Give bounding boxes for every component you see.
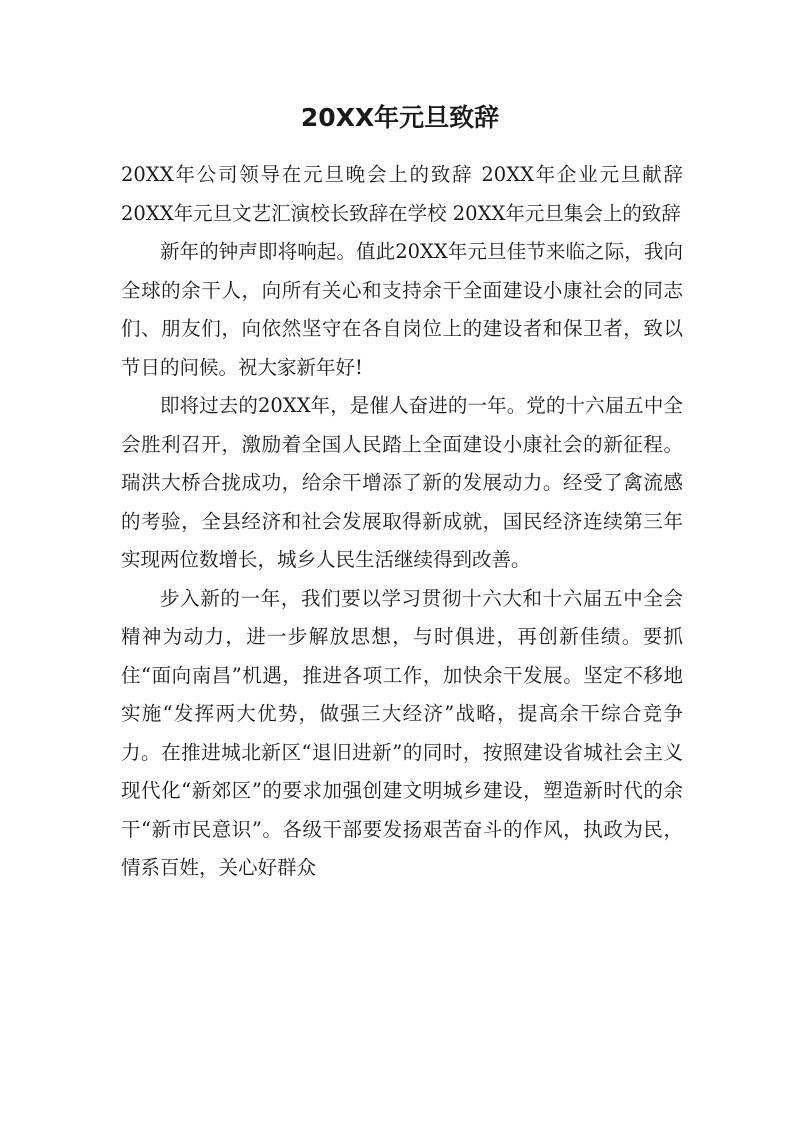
paragraph-greeting: 新年的钟声即将响起。值此20XX年元旦佳节来临之际，我向全球的余干人，向所有关心和支持余干全面建设小康社会的同志们、朋友们，向依然坚守在各自岗位上的建设者和保卫者，致以节日的问候。祝大家新年好! <box>121 240 683 379</box>
intro-paragraph: 20XX年公司领导在元旦晚会上的致辞 20XX年企业元旦献辞 20XX年元旦文艺汇演校长致辞在学校 20XX年元旦集会上的致辞 <box>121 163 683 225</box>
document-title: 20XX年元旦致辞 <box>300 103 500 132</box>
paragraph-review: 即将过去的20XX年，是催人奋进的一年。党的十六届五中全会胜利召开，激励着全国人民踏上全面建设小康社会的新征程。瑞洪大桥合拢成功，给余干增添了新的发展动力。经受了禽流感的考验，全县经济和社会发展取得新成就，国民经济连续第三年实现两位数增长，城乡人民生活继续得到改善。 <box>121 394 683 571</box>
paragraph-outlook: 步入新的一年，我们要以学习贯彻十六大和十六届五中全会精神为动力，进一步解放思想，与时俱进，再创新佳绩。要抓住“面向南昌”机遇，推进各项工作，加快余干发展。坚定不移地实施“发挥两大优势，做强三大经济”战略，提高余干综合竞争力。在推进城北新区“退旧进新”的同时，按照建设省城社会主义现代化“新郊区”的要求加强创建文明城乡建设，塑造新时代的余干“新市民意识”。各级干部要发扬艰苦奋斗的作风，执政为民，情系百姓，关心好群众 <box>121 586 683 879</box>
document-body <box>121 156 683 888</box>
